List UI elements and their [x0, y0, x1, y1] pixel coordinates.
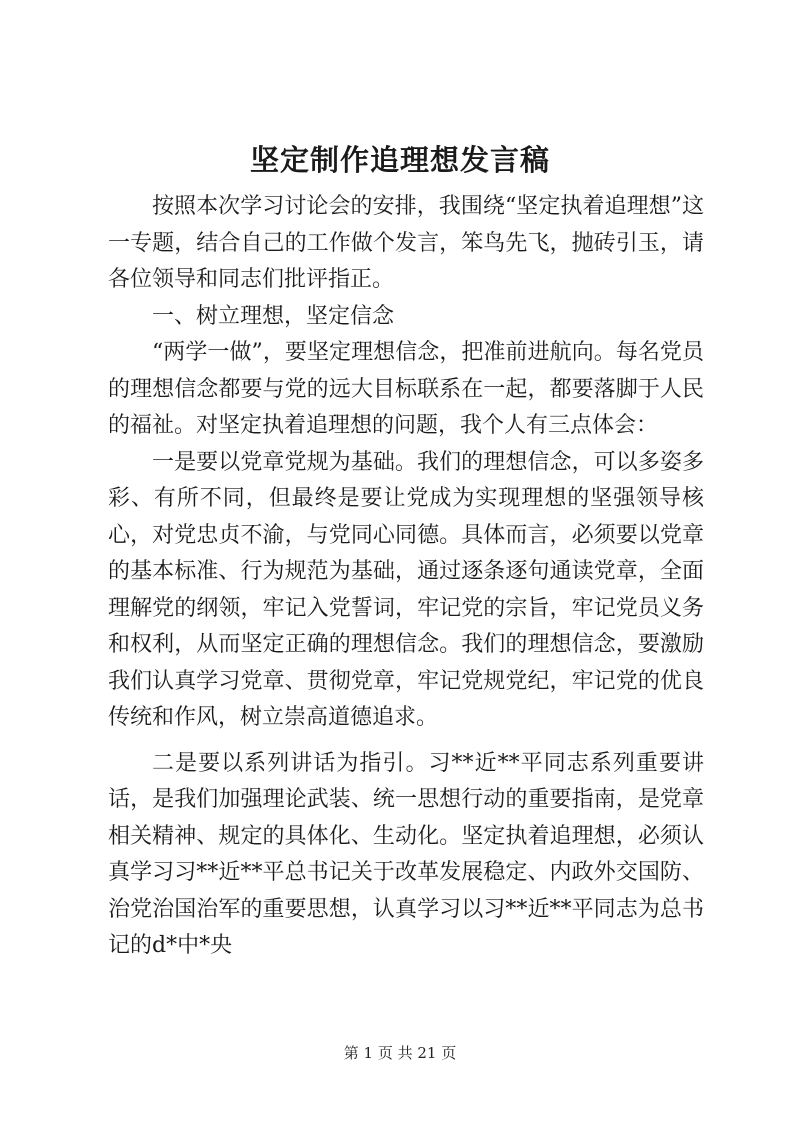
paragraph-point-two: 二是要以系列讲话为指引。习**近**平同志系列重要讲话，是我们加强理论武装、统一思想行动的重要指南，是党章相关精神、规定的具体化、生动化。坚定执着追理想，必须认真学习习**近**平总书记关于改革发展稳定、内政外交国防、治党治国治军的重要思想，认真学习以习**近**平同志为总书记的d*中*央: [108, 750, 704, 958]
document-title: 坚定制作追理想发言稿: [249, 143, 550, 177]
page-number-footer: 第 1 页 共 21 页: [343, 1044, 457, 1062]
paragraph-intro: 按照本次学习讨论会的安排，我围绕“坚定执着追理想”这一专题，结合自己的工作做个发言，笨鸟先飞，抛砖引玉，请各位领导和同志们批评指正。: [108, 194, 704, 292]
paragraph-two-studies: “两学一做”，要坚定理想信念，把准前进航向。每名党员的理想信念都要与党的远大目标联系在一起，都要落脚于人民的福祉。对坚定执着追理想的问题，我个人有三点体会：: [108, 340, 704, 438]
section-heading-1: 一、树立理想，坚定信念: [152, 303, 395, 329]
paragraph-point-one: 一是要以党章党规为基础。我们的理想信念，可以多姿多彩、有所不同，但最终是要让党成为实现理想的坚强领导核心，对党忠贞不渝，与党同心同德。具体而言，必须要以党章的基本标准、行为规范为基础，通过逐条逐句通读党章，全面理解党的纲领，牢记入党誓词，牢记党的宗旨，牢记党员义务和权利，从而坚定正确的理想信念。我们的理想信念，要激励我们认真学习党章、贯彻党章，牢记党规党纪，牢记党的优良传统和作风，树立崇高道德追求。: [108, 449, 704, 730]
document-body: [108, 189, 704, 965]
